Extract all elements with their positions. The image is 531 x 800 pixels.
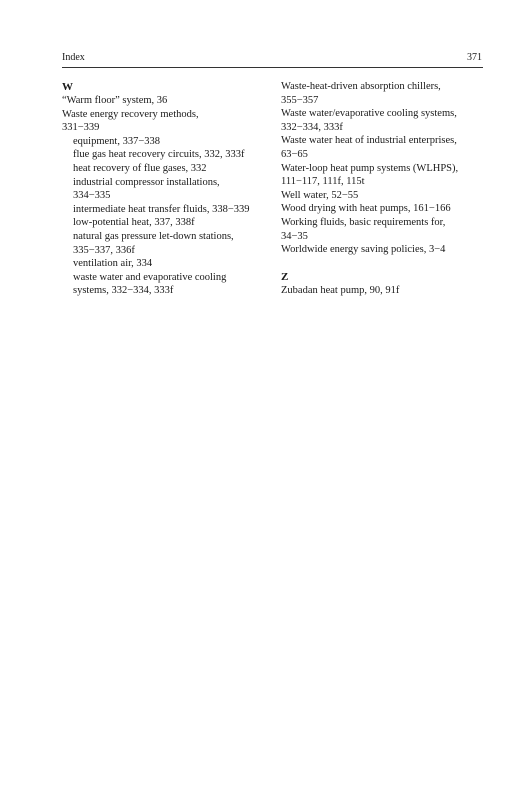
index-entry-line: heat recovery of flue gases, 332 — [73, 162, 207, 174]
index-entry — [62, 148, 274, 162]
index-entry-line: low-potential heat, 337, 338f — [73, 217, 195, 229]
index-entry — [281, 202, 486, 216]
section-letter-w: W — [62, 81, 73, 93]
index-entry — [62, 108, 274, 135]
index-entry-line: 334−335 — [73, 190, 111, 202]
section-gap — [281, 257, 486, 271]
index-entry-line: 63−65 — [281, 148, 308, 160]
index-entry-line: 335−337, 336f — [73, 244, 135, 256]
index-entry-line: 355−357 — [281, 94, 319, 106]
index-entry — [281, 284, 486, 298]
index-entry-line: industrial compressor installations, — [73, 176, 220, 188]
index-entry-line: “Warm floor” system, 36 — [62, 95, 168, 106]
index-entry-line: 332−334, 333f — [281, 121, 343, 133]
index-entry — [62, 216, 274, 230]
index-entry-line: Waste water/evaporative cooling systems, — [281, 108, 457, 120]
index-entry-line: Water-loop heat pump systems (WLHPS), — [281, 162, 459, 174]
page-number: 371 — [467, 52, 482, 63]
index-entry — [62, 271, 274, 298]
index-entry — [62, 94, 274, 108]
index-entry-line: Wood drying with heat pumps, 161−166 — [281, 203, 451, 215]
index-entries-z — [281, 284, 486, 298]
index-entry — [281, 162, 486, 189]
index-entry — [62, 176, 274, 203]
index-entry — [281, 134, 486, 161]
index-entry-line: Zubadan heat pump, 90, 91f — [281, 285, 400, 297]
index-entry-line: 111−117, 111f, 115t — [281, 176, 365, 188]
index-entry — [62, 135, 274, 149]
index-column-left — [62, 80, 274, 298]
index-entry-line: flue gas heat recovery circuits, 332, 333f — [73, 149, 245, 161]
index-entry-line: 331−339 — [62, 122, 100, 134]
index-entry-line: intermediate heat transfer fluids, 338−339 — [73, 203, 250, 215]
index-entry — [62, 203, 274, 217]
index-entries-w — [62, 94, 274, 298]
index-entry-line: 34−35 — [281, 230, 308, 242]
index-entry-line: Waste water heat of industrial enterprises, — [281, 135, 457, 147]
index-entry-line: Waste-heat-driven absorption chillers, — [281, 81, 441, 92]
index-entry-line: natural gas pressure let-down stations, — [73, 230, 234, 242]
index-entry-line: Waste energy recovery methods, — [62, 108, 199, 120]
index-entry-line: Working fluids, basic requirements for, — [281, 216, 446, 228]
index-entry-line: ventilation air, 334 — [73, 258, 153, 270]
index-entry-line: Worldwide energy saving policies, 3−4 — [281, 244, 446, 256]
running-header-title: Index — [62, 52, 85, 63]
index-entry — [281, 189, 486, 203]
running-header — [62, 52, 482, 66]
index-entry — [281, 107, 486, 134]
section-letter-z: Z — [281, 271, 289, 284]
index-column-right — [281, 80, 486, 298]
index-entry — [62, 257, 274, 271]
index-entry — [281, 216, 486, 243]
index-entry-line: Well water, 52−55 — [281, 189, 359, 201]
index-entry-line: equipment, 337−338 — [73, 135, 160, 147]
index-entries-w-continued — [281, 80, 486, 257]
index-entry — [281, 243, 486, 257]
index-entry-line: systems, 332−334, 333f — [73, 285, 174, 297]
index-entry-line: waste water and evaporative cooling — [73, 271, 227, 283]
index-entry — [281, 80, 486, 107]
index-entry — [62, 230, 274, 257]
index-entry — [62, 162, 274, 176]
header-rule — [62, 67, 483, 68]
